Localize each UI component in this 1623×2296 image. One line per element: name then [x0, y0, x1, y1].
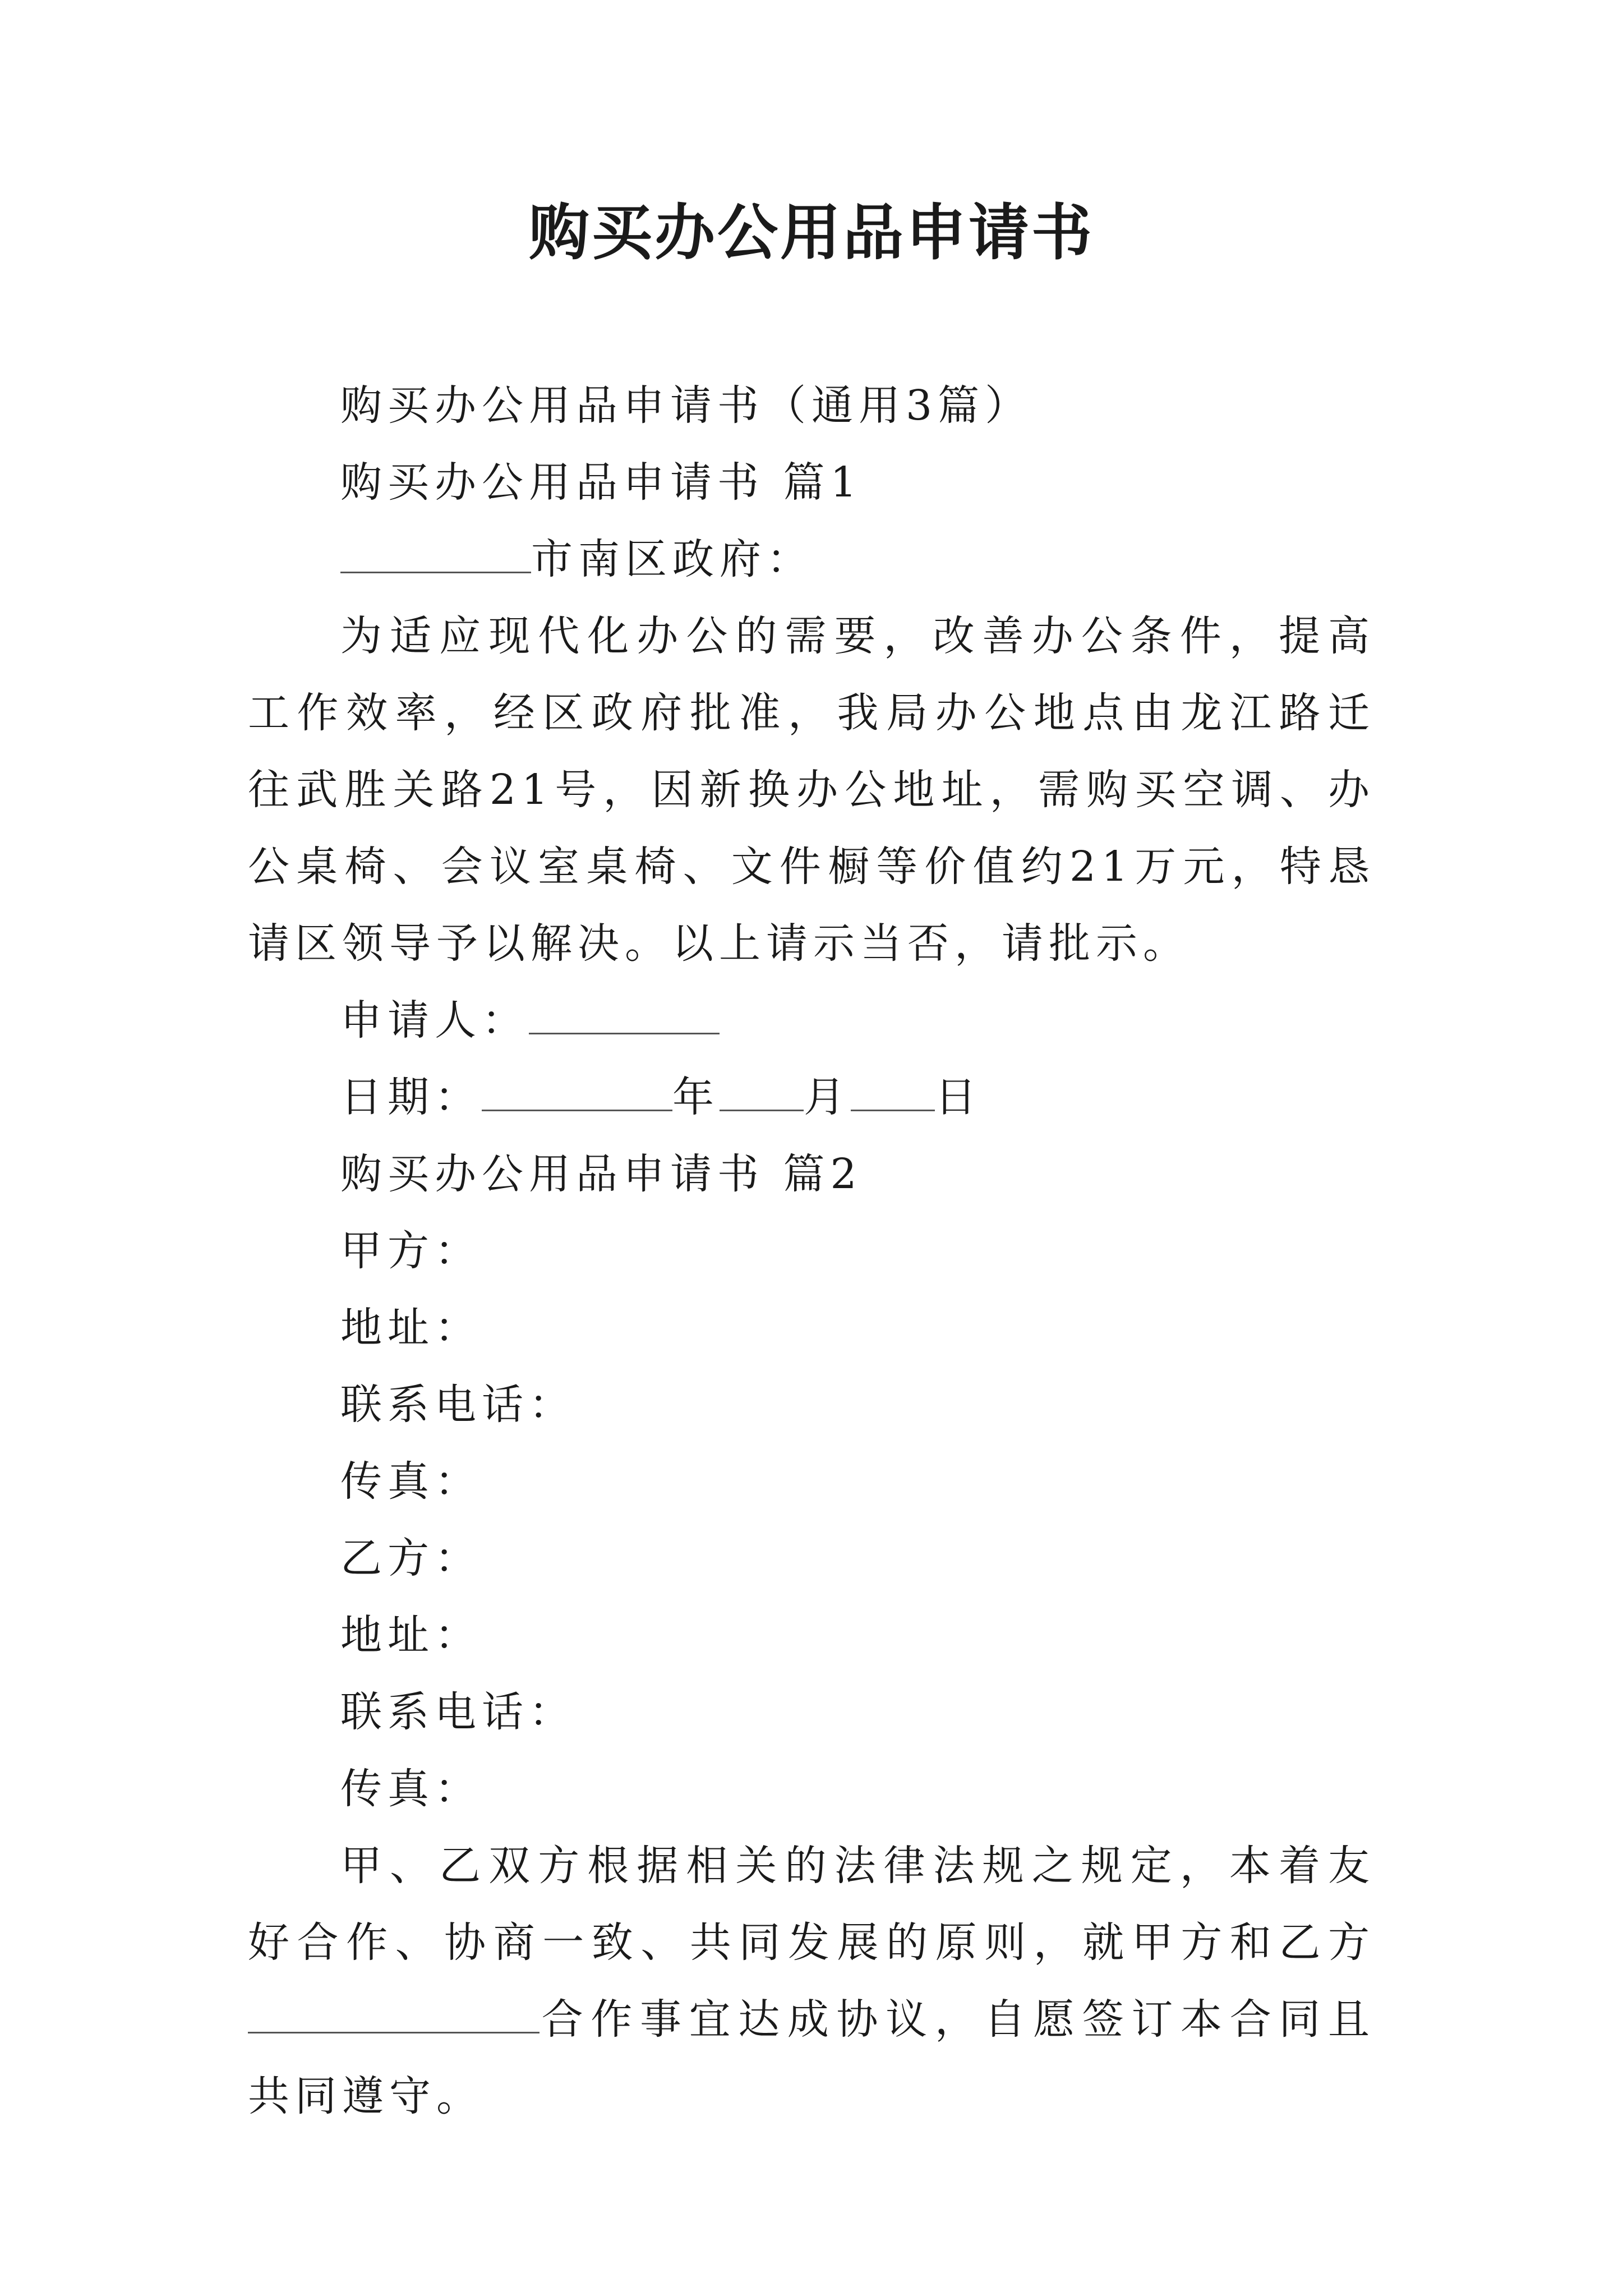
phone-b-label: 联系电话： [340, 1688, 576, 1736]
date-label: 日期： [340, 1073, 482, 1121]
applicant-label: 申请人： [340, 996, 529, 1045]
month-blank [720, 1070, 804, 1111]
date-line [248, 1059, 1375, 1136]
cooperation-blank [248, 1993, 540, 2033]
article1-heading: 购买办公用品申请书 篇1 [340, 458, 863, 507]
addressee-blank [340, 532, 531, 573]
month-label: 月 [804, 1073, 851, 1121]
addressee-line [248, 521, 1375, 598]
applicant-blank [529, 993, 720, 1034]
party-b-label: 乙方： [340, 1534, 482, 1582]
address-b-label: 地址： [340, 1611, 482, 1659]
article1-body: 为适应现代化办公的需要，改善办公条件，提高工作效率，经区政府批准，我局办公地点由龙江路迁往武胜关路21号，因新换办公地址，需购买空调、办公桌椅、会议室桌椅、文件橱等价值约21万元，特恳请区领导予以解决。以上请示当否，请批示。 [248, 612, 1375, 968]
article2-heading: 购买办公用品申请书 篇2 [340, 1150, 863, 1198]
day-blank [851, 1070, 935, 1111]
fax-a-label: 传真： [340, 1457, 482, 1506]
article2-body [248, 1828, 1375, 2135]
addressee-text: 市南区政府： [531, 535, 814, 583]
year-label: 年 [672, 1073, 720, 1121]
document-body [248, 367, 1375, 2135]
document-title: 购买办公用品申请书 [528, 197, 1094, 268]
applicant-line [248, 982, 1375, 1059]
intro-line: 购买办公用品申请书（通用3篇） [340, 381, 1032, 430]
day-label: 日 [935, 1073, 982, 1121]
address-a-label: 地址： [340, 1304, 482, 1352]
article2-body-part1: 甲、乙双方根据相关的法律法规之规定，本着友好合作、协商一致、共同发展的原则，就甲方和乙方 [248, 1842, 1375, 1967]
party-a-label: 甲方： [340, 1227, 482, 1275]
fax-b-label: 传真： [340, 1765, 482, 1813]
year-blank [482, 1070, 672, 1111]
article2-body-part2: 合作事宜达成协议，自愿签订本合同且共同遵守。 [248, 1995, 1375, 2120]
phone-a-label: 联系电话： [340, 1381, 576, 1429]
